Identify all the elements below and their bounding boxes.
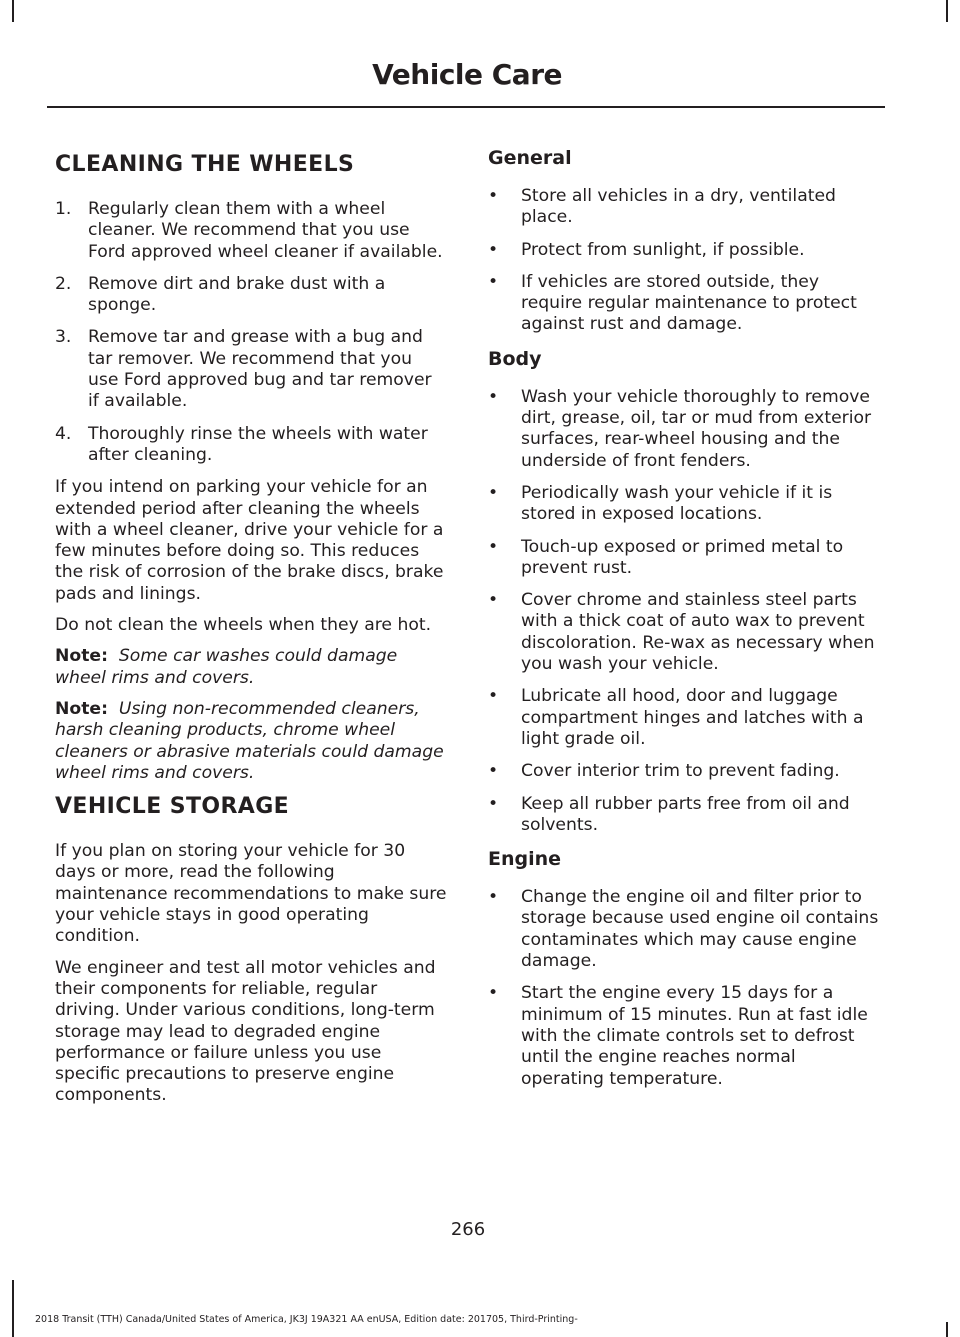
list-item-text: Cover chrome and stainless steel parts with a thick coat of auto wax to prevent discoloration. Re-wax as necessary when you wash your vehicle. bbox=[521, 590, 875, 675]
list-item bbox=[488, 761, 880, 782]
general-heading: General bbox=[488, 147, 572, 169]
list-item bbox=[55, 274, 447, 317]
body-heading: Body bbox=[488, 347, 542, 370]
edition-footer: 2018 Transit (TTH) Canada/United States of America, JK3J 19A321 AA enUSA, Edition date: 201705, Third-Printing- bbox=[35, 1314, 578, 1325]
list-item-text: Lubricate all hood, door and luggage compartment hinges and latches with a light grade oil. bbox=[521, 686, 864, 749]
bullet: • bbox=[488, 239, 499, 260]
bullet: • bbox=[488, 761, 499, 782]
bullet: • bbox=[488, 386, 499, 407]
bullet: • bbox=[488, 887, 499, 908]
note-label: Note: bbox=[55, 646, 108, 667]
step-number: 1. bbox=[55, 199, 72, 219]
list-item-text: Periodically wash your vehicle if it is stored in exposed locations. bbox=[521, 482, 833, 525]
list-item bbox=[488, 186, 880, 229]
cleaning-steps-list bbox=[55, 199, 447, 466]
bullet: • bbox=[488, 793, 499, 814]
left-column bbox=[55, 146, 447, 1117]
list-item-text: Change the engine oil and filter prior to storage because used engine oil contains contaminates which may cause engine damage. bbox=[521, 887, 879, 972]
bullet: • bbox=[488, 186, 499, 206]
list-item bbox=[488, 794, 880, 837]
page-header-title: Vehicle Care bbox=[372, 58, 562, 91]
list-item bbox=[55, 199, 447, 263]
list-item bbox=[488, 240, 880, 261]
crop-mark-bottom-left bbox=[12, 1280, 14, 1337]
list-item bbox=[488, 387, 880, 472]
cleaning-paragraph-parking: If you intend on parking your vehicle for an extended period after cleaning the wheels with a wheel cleaner, drive your vehicle for a few minutes before doing so. This reduces the risk of corrosion of the brake discs, brake pads and linings. bbox=[55, 477, 444, 604]
crop-mark-bottom-right bbox=[946, 1322, 948, 1337]
list-item-text: If vehicles are stored outside, they require regular maintenance to protect against rust and damage. bbox=[521, 271, 857, 335]
step-text: Remove tar and grease with a bug and tar remover. We recommend that you use Ford approved bug and tar remover if available. bbox=[88, 327, 432, 412]
general-list bbox=[488, 186, 880, 336]
step-number: 4. bbox=[55, 423, 72, 444]
note-cleaners bbox=[55, 699, 447, 784]
list-item-text: Protect from sunlight, if possible. bbox=[521, 239, 805, 260]
note-label: Note: bbox=[55, 698, 108, 719]
cleaning-wheels-heading: CLEANING THE WHEELS bbox=[55, 152, 355, 177]
bullet: • bbox=[488, 271, 499, 292]
list-item-text: Store all vehicles in a dry, ventilated place. bbox=[521, 186, 836, 228]
note-text: Some car washes could damage wheel rims and covers. bbox=[55, 646, 398, 688]
list-item-text: Keep all rubber parts free from oil and solvents. bbox=[521, 793, 850, 835]
list-item bbox=[488, 537, 880, 580]
step-number: 2. bbox=[55, 273, 72, 294]
note-car-washes bbox=[55, 646, 447, 689]
list-item bbox=[55, 424, 447, 467]
list-item bbox=[488, 483, 880, 526]
list-item bbox=[488, 272, 880, 336]
crop-mark-top-right bbox=[946, 0, 948, 22]
engine-heading: Engine bbox=[488, 848, 562, 871]
body-list bbox=[488, 387, 880, 836]
bullet: • bbox=[488, 983, 499, 1004]
list-item bbox=[488, 686, 880, 750]
step-text: Thoroughly rinse the wheels with water after cleaning. bbox=[88, 423, 428, 465]
storage-paragraph-engineering: We engineer and test all motor vehicles and their components for reliable, regular driving. Under various conditions, long-term storage may lead to degraded engine performance or failure unless you use specific precautions to preserve engine components. bbox=[55, 957, 436, 1106]
step-text: Remove dirt and brake dust with a sponge. bbox=[88, 273, 386, 316]
cleaning-paragraph-hot: Do not clean the wheels when they are hot. bbox=[55, 615, 432, 636]
right-column bbox=[488, 146, 880, 1101]
step-text: Regularly clean them with a wheel cleaner. We recommend that you use Ford approved wheel cleaner if available. bbox=[88, 199, 443, 262]
header-divider bbox=[47, 106, 885, 108]
list-item-text: Wash your vehicle thoroughly to remove dirt, grease, oil, tar or mud from exterior surfaces, rear-wheel housing and the underside of front fenders. bbox=[521, 386, 872, 471]
list-item bbox=[488, 590, 880, 675]
bullet: • bbox=[488, 686, 499, 707]
step-number: 3. bbox=[55, 327, 72, 348]
storage-paragraph-intro: If you plan on storing your vehicle for 30 days or more, read the following maintenance recommendations to make sure your vehicle stays in good operating condition. bbox=[55, 841, 447, 947]
list-item bbox=[488, 887, 880, 972]
bullet: • bbox=[488, 482, 499, 503]
list-item-text: Touch-up exposed or primed metal to prevent rust. bbox=[521, 536, 844, 578]
list-item bbox=[488, 983, 880, 1089]
bullet: • bbox=[488, 536, 499, 557]
list-item-text: Start the engine every 15 days for a minimum of 15 minutes. Run at fast idle with the climate controls set to defrost until the engine reaches normal operating temperature. bbox=[521, 983, 868, 1089]
page-number: 266 bbox=[450, 1219, 486, 1240]
list-item bbox=[55, 327, 447, 412]
vehicle-storage-heading: VEHICLE STORAGE bbox=[55, 794, 290, 820]
bullet: • bbox=[488, 590, 499, 611]
note-text: Using non-recommended cleaners, harsh cleaning products, chrome wheel cleaners or abrasive materials could damage wheel rims and covers. bbox=[55, 698, 444, 783]
engine-list bbox=[488, 887, 880, 1090]
list-item-text: Cover interior trim to prevent fading. bbox=[521, 761, 840, 782]
crop-mark-top-left bbox=[12, 0, 14, 22]
